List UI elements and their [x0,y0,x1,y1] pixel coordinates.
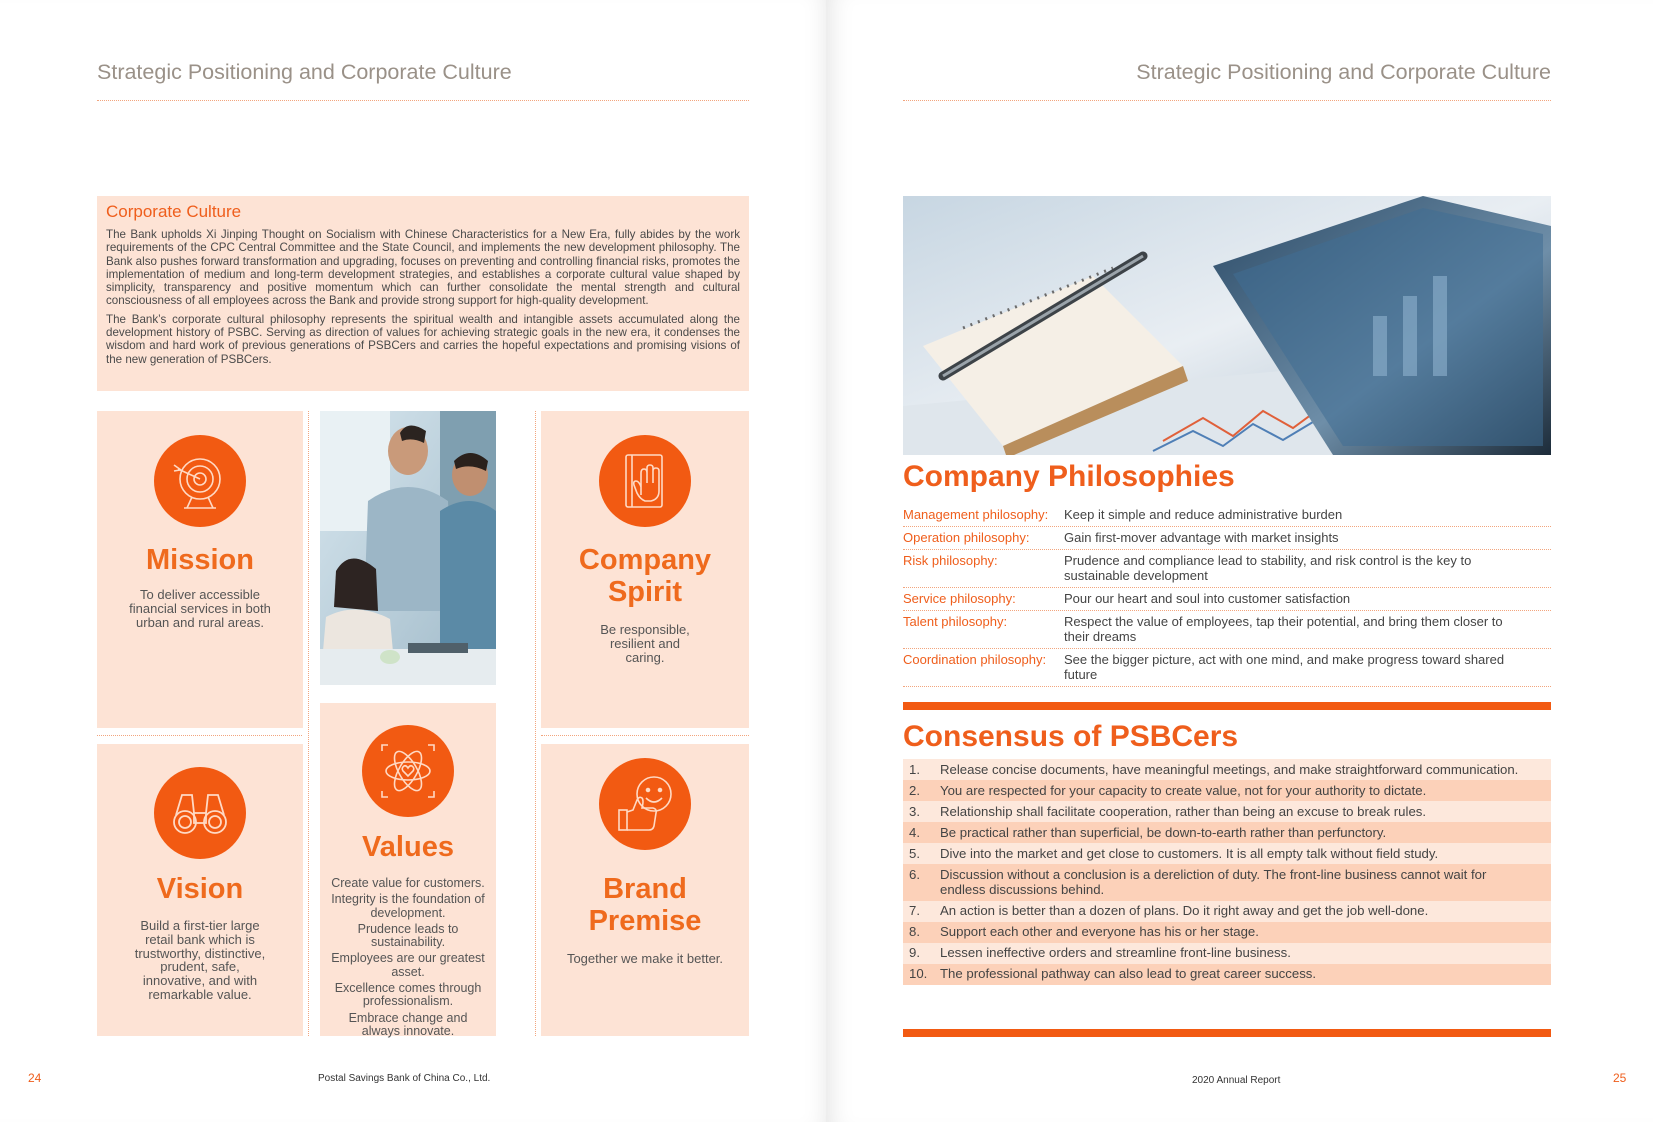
philosophy-row [903,550,1551,588]
item-text: Support each other and everyone has his or her stage. [940,924,1259,939]
item-number: 3. [909,803,920,819]
item-number: 7. [909,903,920,918]
mission-text: To deliver accessible financial services in both urban and rural areas. [129,587,271,630]
philosophies-table [903,504,1551,687]
item-text: Lessen ineffective orders and streamline front-line business. [940,945,1291,960]
philosophy-label: Risk philosophy: [903,553,998,568]
philosophy-row [903,649,1551,687]
philosophy-value: See the bigger picture, act with one mind, and make progress toward shared future [1064,652,1505,682]
grid-divider [308,411,309,1036]
item-text: Release concise documents, have meaningful meetings, and make straightforward communication. [940,761,1519,777]
philosophy-label: Operation philosophy: [903,530,1030,545]
culture-paragraph: The Bank upholds Xi Jinping Thought on Socialism with Chinese Characteristics for a New Era, fully abides by the work requirements of the CPC Central Committee and the State Council, and implements the new development philosophy. The Bank also pushes forward transformation and upgrading, focuses on preventing and controlling financial risks, promotes the implementation of medium and long-term development strategies, and establishes a corporate cultural value shaped by simplicity, transparency and positive momentum which can further consolidate the mental strength and cultural consciousness of all employees across the Bank and provide strong support for high-quality development. [106,228,740,308]
consensus-list [903,759,1551,985]
item-number: 6. [909,866,920,882]
item-number: 4. [909,824,920,840]
values-line: Embrace change and always innovate. [348,1010,468,1038]
list-item [903,843,1551,864]
footer-report: 2020 Annual Report [1192,1075,1281,1086]
company-spirit-title-line1: Company [578,544,712,576]
philosophy-label: Talent philosophy: [903,614,1008,629]
values-line: Prudence leads to sustainability. [357,921,459,950]
values-title: Values [362,831,454,863]
philosophy-row [903,504,1551,527]
values-list [320,877,496,1038]
page-number: 25 [1613,1071,1627,1085]
philosophy-row [903,527,1551,550]
brand-premise-title-line2: Premise [588,905,702,937]
item-text: Discussion without a conclusion is a dereliction of duty. The front-line business cannot wait for endless discussions behind. [940,866,1487,897]
item-text: You are respected for your capacity to create value, not for your authority to dictate. [940,782,1427,798]
philosophy-label: Management philosophy: [903,507,1049,522]
vision-tile [97,744,303,1036]
item-text: Dive into the market and get close to customers. It is all empty talk without field study. [940,845,1439,861]
item-text: An action is better than a dozen of plans. Do it right away and get the job well-done. [940,903,1429,918]
thumbs-up-smile-icon [599,758,691,850]
values-tile [320,703,496,1036]
item-number: 10. [909,966,928,981]
values-line: Integrity is the foundation of development. [331,892,485,920]
section-divider-bar [903,1029,1551,1037]
running-head: Strategic Positioning and Corporate Culture [97,60,512,84]
list-item [903,901,1551,922]
hand-book-icon [599,435,691,527]
grid-divider [541,735,749,736]
list-item [903,822,1551,843]
running-head: Strategic Positioning and Corporate Culture [1136,60,1551,84]
mission-title: Mission [146,544,254,576]
list-item [903,864,1551,901]
philosophy-label: Service philosophy: [903,591,1016,606]
left-page [0,0,826,1122]
corporate-culture-title: Corporate Culture [106,202,242,221]
brand-premise-text: Together we make it better. [566,951,724,966]
item-number: 1. [909,761,920,777]
section-divider-bar [903,702,1551,710]
company-spirit-text: Be responsible, resilient and caring. [600,622,690,665]
target-icon [154,435,246,527]
team-photo [320,411,496,685]
item-number: 5. [909,845,920,861]
philosophy-label: Coordination philosophy: [903,652,1047,667]
philosophy-value: Gain first-mover advantage with market insights [1064,530,1339,545]
philosophy-row [903,611,1551,649]
item-number: 9. [909,945,920,960]
culture-paragraph: The Bank’s corporate cultural philosophy represents the spiritual wealth and intangible assets accumulated along the development history of PSBC. Serving as direction of values for achieving strategic goals in the new era, it condenses the wisdom and hard work of previous generations of PSBCers and carries the hopeful expectations and promising visions of the new generation of PSBCers. [106,312,740,366]
item-text: Relationship shall facilitate cooperation, rather than being an excuse to break rules. [940,803,1427,819]
item-text: The professional pathway can also lead to great career success. [940,966,1317,981]
item-number: 8. [909,924,920,939]
philosophy-value: Pour our heart and soul into customer satisfaction [1064,591,1351,606]
item-text: Be practical rather than superficial, be down-to-earth rather than perfunctory. [940,824,1387,840]
company-philosophies-title: Company Philosophies [903,460,1235,493]
vision-title: Vision [156,873,244,905]
philosophy-value: Keep it simple and reduce administrative burden [1064,507,1343,522]
brand-premise-title-line1: Brand [603,873,687,905]
corporate-culture-box [97,196,749,391]
consensus-title: Consensus of PSBCers [903,720,1239,753]
philosophy-value: Prudence and compliance lead to stability, and risk control is the key to sustainable development [1064,553,1472,583]
page-number: 24 [28,1071,42,1085]
list-item [903,943,1551,964]
header-rule [97,100,749,101]
list-item [903,780,1551,801]
company-spirit-tile [541,411,749,728]
right-page [826,0,1653,1122]
mission-tile [97,411,303,728]
list-item [903,964,1551,985]
brand-premise-tile [541,744,749,1036]
atom-heart-icon [362,725,454,817]
philosophy-row [903,588,1551,611]
company-spirit-title-line2: Spirit [607,576,683,608]
header-rule [903,100,1551,101]
values-line: Create value for customers. [331,876,485,890]
item-number: 2. [909,782,920,798]
values-line: Employees are our greatest asset. [331,951,485,979]
vision-text: Build a first-tier large retail bank which is trustworthy, distinctive, prudent, safe, innovative, and with remarkable value. [134,918,266,1002]
philosophy-value: Respect the value of employees, tap their potential, and bring them closer to their dreams [1064,614,1503,644]
binoculars-icon [154,767,246,859]
footer-company: Postal Savings Bank of China Co., Ltd. [318,1073,491,1084]
hero-photo-notebook-tablet [903,196,1551,455]
grid-divider [97,735,302,736]
grid-divider [535,411,536,1036]
list-item [903,922,1551,943]
list-item [903,759,1551,780]
list-item [903,801,1551,822]
values-line: Excellence comes through professionalism. [334,981,482,1009]
